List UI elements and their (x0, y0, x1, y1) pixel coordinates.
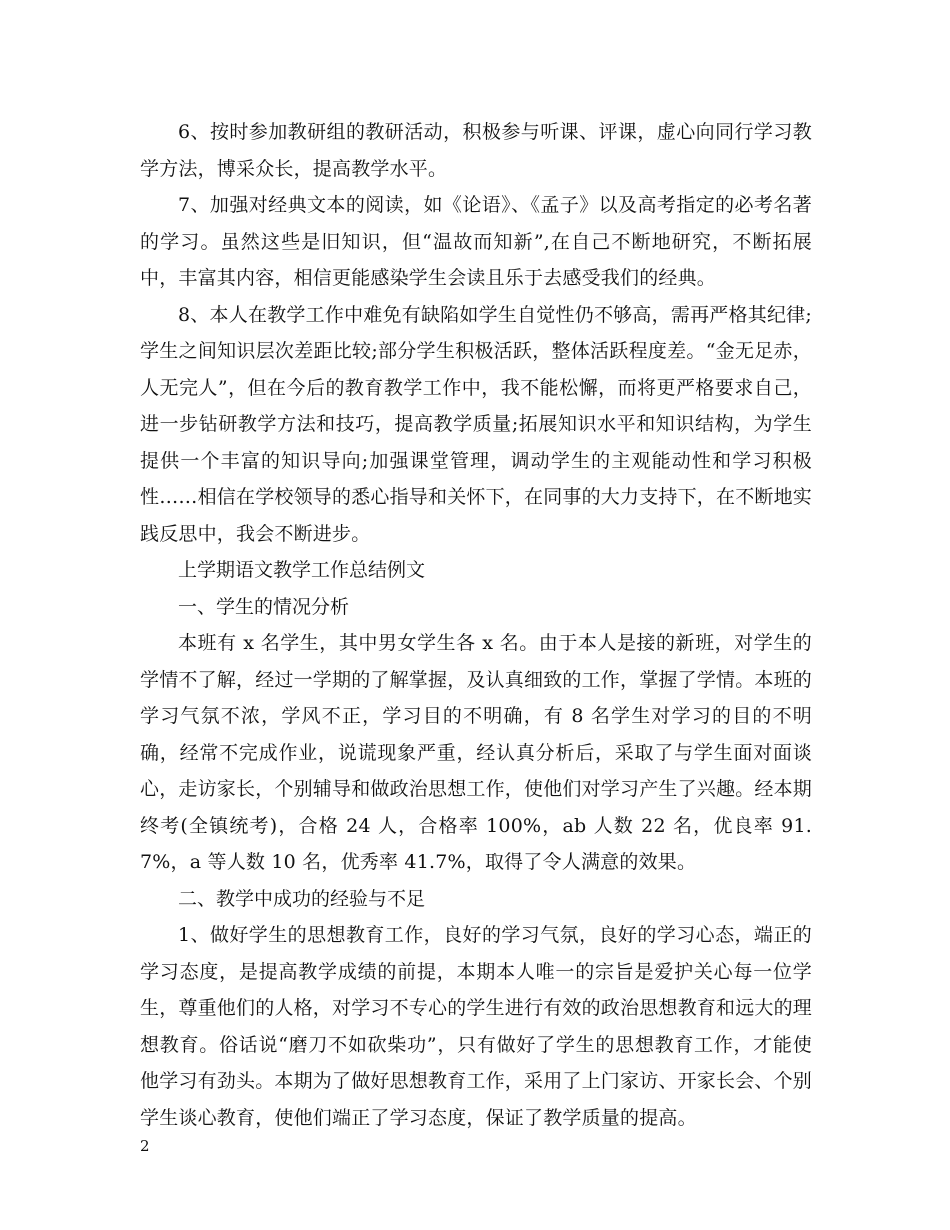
paragraph-student-analysis: 本班有 x 名学生，其中男女学生各 x 名。由于本人是接的新班，对学生的学情不了解，经过一学期的了解掌握，及认真细致的工作，掌握了学情。本班的学习气氛不浓，学风不正，学习目的不明确，有 8 名学生对学习的目的不明确，经常不完成作业，说谎现象严重，经认真分析后，采取了与学生面对面谈心，走访家长，个别辅导和做政治思想工作，使他们对学习产生了兴趣。经本期终考(全镇统考)，合格 24 人，合格率 100%，ab 人数 22 名，优良率 91.7%，a 等人数 10 名，优秀率 41.7%，取得了令人满意的效果。 (140, 632, 813, 873)
paragraph-item-7: 7、加强对经典文本的阅读，如《论语》、《孟子》以及高考指定的必考名著的学习。虽然这些是旧知识，但“温故而知新”,在自己不断地研究，不断拓展中，丰富其内容，相信更能感染学生会读且乐于去感受我们的经典。 (140, 194, 812, 289)
paragraph-item-8: 8、本人在教学工作中难免有缺陷如学生自觉性仍不够高，需再严格其纪律;学生之间知识层次差距比较;部分学生积极活跃，整体活跃程度差。“金无足赤，人无完人”，但在今后的教育教学工作中，我不能松懈，而将更严格要求自己，进一步钻研教学方法和技巧，提高教学质量;拓展知识水平和知识结构，为学生提供一个丰富的知识导向;加强课堂管理，调动学生的主观能动性和学习积极性……相信在学校领导的悉心指导和关怀下，在同事的大力支持下，在不断地实践反思中，我会不断进步。 (140, 303, 813, 545)
section-heading-experience: 二、教学中成功的经验与不足 (178, 887, 426, 910)
section-title: 上学期语文教学工作总结例文 (178, 559, 426, 581)
paragraph-item-6: 6、按时参加教研组的教研活动，积极参与听课、评课，虚心向同行学习教学方法，博采众长，提高教学水平。 (140, 121, 812, 180)
page-number: 2 (140, 1137, 150, 1155)
section-heading-student-analysis: 一、学生的情况分析 (178, 595, 350, 618)
paragraph-experience-1: 1、做好学生的思想教育工作，良好的学习气氛，良好的学习心态，端正的学习态度，是提高教学成绩的前提，本期本人唯一的宗旨是爱护关心每一位学生，尊重他们的人格，对学习不专心的学生进行有效的政治思想教育和远大的理想教育。俗话说“磨刀不如砍柴功”，只有做好了学生的思想教育工作，才能使他学习有劲头。本期为了做好思想教育工作，采用了上门家访、开家长会、个别学生谈心教育，使他们端正了学习态度，保证了教学质量的提高。 (140, 924, 813, 1129)
document-body (140, 114, 812, 1136)
